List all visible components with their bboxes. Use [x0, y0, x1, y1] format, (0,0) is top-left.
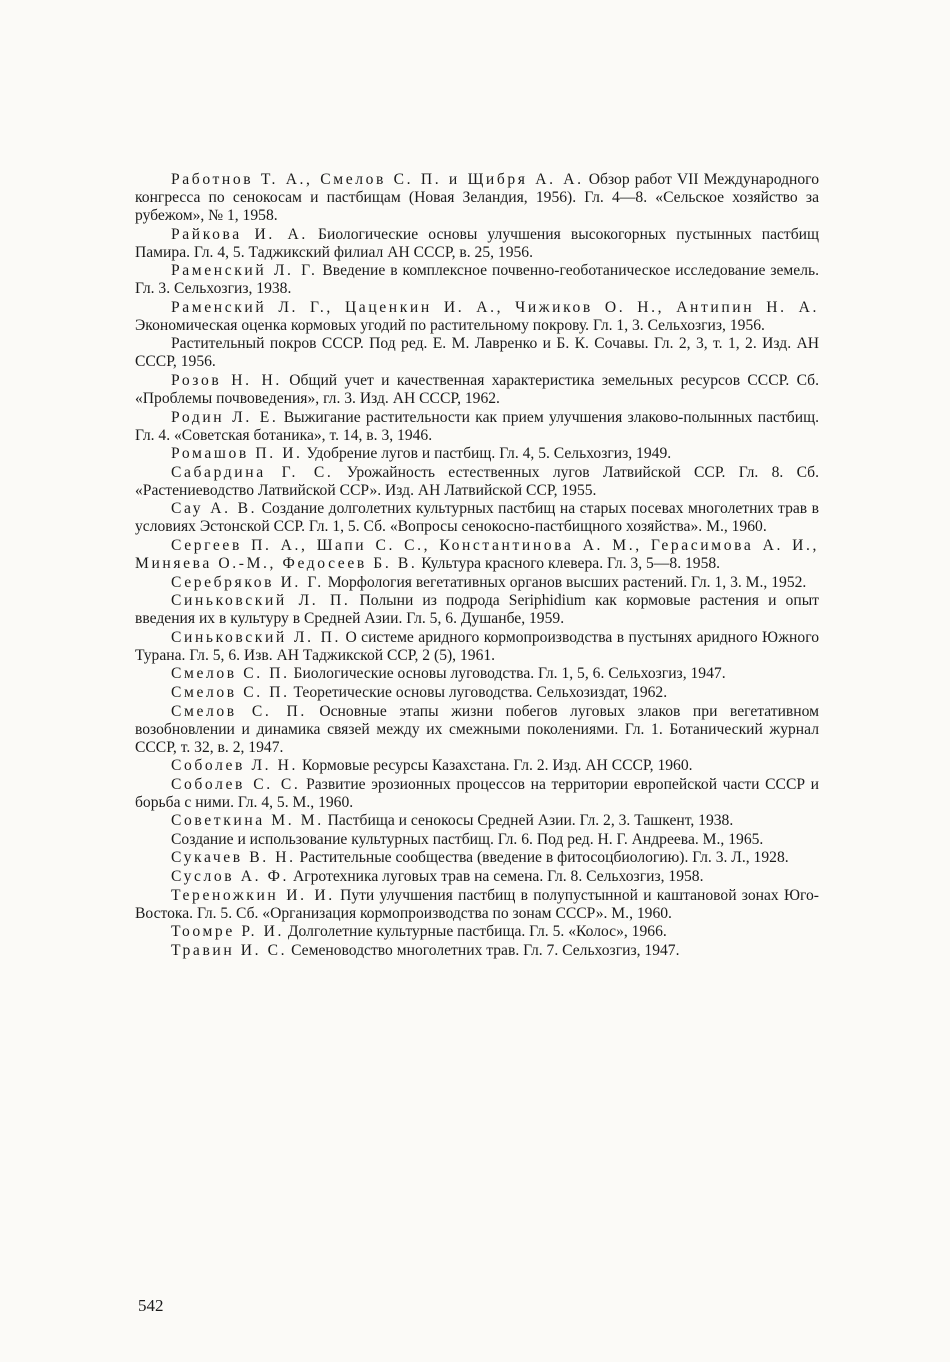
reference-author: Синьковский Л. П.: [171, 628, 341, 646]
reference-text: Создание и использование культурных пастбищ. Гл. 6. Под ред. Н. Г. Андреева. М., 1965.: [171, 830, 764, 848]
reference-text: Культура красного клевера. Гл. 3, 5—8. 1958.: [421, 554, 721, 572]
reference-entry: [135, 262, 819, 298]
reference-text: Общий учет и качественная характеристика земельных ресурсов СССР. Сб. «Проблемы почвоведения», гл. 3. Изд. АН СССР, 1962.: [135, 371, 819, 407]
reference-author: Советкина М. М.: [171, 812, 324, 830]
reference-entry: [135, 299, 819, 335]
reference-text: Долголетние культурные пастбища. Гл. 5. «Колос», 1966.: [287, 923, 667, 941]
reference-text: Агротехника луговых трав на семена. Гл. 8. Сельхозгиз, 1958.: [292, 868, 704, 886]
reference-text: Выжигание растительности как прием улучшения злаково-полынных пастбищ. Гл. 4. «Советская ботаника», т. 14, в. 3, 1946.: [135, 408, 819, 444]
reference-entry: [135, 831, 819, 849]
reference-entry: [135, 812, 819, 830]
reference-entry: [135, 445, 819, 463]
reference-entry: [135, 592, 819, 628]
reference-author: Тоомре Р. И.: [171, 923, 285, 941]
reference-entry: [135, 171, 819, 225]
reference-author: Смелов С. П.: [171, 702, 307, 720]
reference-author: Травин И. С.: [171, 941, 288, 959]
reference-entry: [135, 757, 819, 775]
reference-author: Сабардина Г. С.: [171, 463, 334, 481]
reference-text: Введение в комплексное почвенно-геоботаническое исследование земель. Гл. 3. Сельхозгиз, 1938.: [135, 262, 819, 298]
reference-author: Тереножкин И. И.: [171, 886, 335, 904]
reference-text: Морфология вегетативных органов высших растений. Гл. 1, 3. М., 1952.: [327, 573, 807, 591]
reference-author: Сергеев П. А., Шапи С. С., Константинова А. М., Герасимова А. И., Миняева О.-М., Федосеев Б. В.: [135, 536, 819, 572]
reference-text: Биологические основы луговодства. Гл. 1, 5, 6. Сельхозгиз, 1947.: [293, 665, 726, 683]
reference-entry: [135, 665, 819, 683]
reference-entry: [135, 776, 819, 812]
reference-author: Серебряков И. Г.: [171, 573, 324, 591]
reference-author: Ромашов П. И.: [171, 445, 303, 463]
reference-text: Растительный покров СССР. Под ред. Е. М. Лавренко и Б. К. Сочавы. Гл. 2, 3, т. 1, 2. Изд. АН СССР, 1956.: [135, 335, 819, 371]
reference-entry: [135, 868, 819, 886]
reference-text: Кормовые ресурсы Казахстана. Гл. 2. Изд. АН СССР, 1960.: [301, 757, 693, 775]
reference-text: Пастбища и сенокосы Средней Азии. Гл. 2, 3. Ташкент, 1938.: [327, 812, 734, 830]
reference-entry: [135, 409, 819, 445]
reference-text: Экономическая оценка кормовых угодий по растительному покрову. Гл. 1, 3. Сельхозгиз, 1956.: [135, 316, 765, 334]
reference-entry: [135, 372, 819, 408]
reference-author: Раменский Л. Г., Цаценкин И. А., Чижиков О. Н., Антипин Н. А.: [171, 298, 819, 316]
reference-entry: [135, 629, 819, 665]
reference-author: Соболев С. С.: [171, 775, 301, 793]
reference-text: Обзор работ VII Международного конгресса по сенокосам и пастбищам (Новая Зеландия, 1956). Гл. 4—8. «Сельское хозяйство за рубежом», № 1, 1958.: [135, 171, 819, 224]
reference-entry: [135, 537, 819, 573]
reference-text: Основные этапы жизни побегов луговых злаков при вегетативном возобновлении и динамика связей между их смежными поколениями. Гл. 1. Ботанический журнал СССР, т. 32, в. 2, 1947.: [135, 702, 819, 756]
reference-text: Развитие эрозионных процессов на территории европейской части СССР и борьба с ними. Гл. 4, 5. М., 1960.: [135, 775, 819, 811]
reference-entry: [135, 335, 819, 371]
reference-entry: [135, 574, 819, 592]
reference-author: Соболев Л. Н.: [171, 757, 299, 775]
page-number: 542: [138, 1296, 164, 1315]
reference-text: Урожайность естественных лугов Латвийской ССР. Гл. 8. Сб. «Растениеводство Латвийской ССР». Изд. АН Латвийской ССР, 1955.: [135, 463, 819, 499]
reference-entry: [135, 684, 819, 702]
reference-author: Сукачев В. Н.: [171, 849, 296, 867]
reference-entry: [135, 500, 819, 536]
reference-entry: [135, 226, 819, 262]
reference-author: Розов Н. Н.: [171, 371, 282, 389]
reference-entry: [135, 923, 819, 941]
reference-entry: [135, 887, 819, 923]
reference-text: Полыни из подрода Seriphidium как кормовые растения и опыт введения их в культуру в Средней Азии. Гл. 5, 6. Душанбе, 1959.: [135, 592, 819, 628]
reference-author: Смелов С. П.: [171, 683, 290, 701]
reference-author: Смелов С. П.: [171, 665, 290, 683]
reference-text: Семеноводство многолетних трав. Гл. 7. Сельхозгиз, 1947.: [291, 941, 680, 959]
reference-text: Создание долголетних культурных пастбищ на старых посевах многолетних трав в условиях Эстонской ССР. Гл. 1, 5. Сб. «Вопросы сенокосно-пастбищного хозяйства». М., 1960.: [135, 500, 819, 536]
reference-text: Удобрение лугов и пастбищ. Гл. 4, 5. Сельхозгиз, 1949.: [306, 445, 672, 463]
reference-text: Теоретические основы луговодства. Сельхозиздат, 1962.: [293, 683, 668, 701]
reference-author: Райкова И. А.: [171, 225, 308, 243]
reference-author: Работнов Т. А., Смелов С. П. и Щибря А. А.: [171, 171, 584, 188]
reference-entry: [135, 703, 819, 757]
reference-entry: [135, 464, 819, 500]
bibliography-list: [135, 171, 819, 960]
reference-text: Растительные сообщества (введение в фитосоцбиологию). Гл. 3. Л., 1928.: [299, 849, 789, 867]
reference-text: О системе аридного кормопроизводства в пустынях аридного Южного Турана. Гл. 5, 6. Изв. АН Таджикской ССР, 2 (5), 1961.: [135, 628, 819, 664]
reference-author: Суслов А. Ф.: [171, 868, 290, 886]
reference-author: Раменский Л. Г.: [171, 262, 318, 280]
reference-text: Биологические основы улучшения высокогорных пустынных пастбищ Памира. Гл. 4, 5. Таджикский филиал АН СССР, в. 25, 1956.: [135, 225, 820, 261]
reference-author: Синьковский Л. П.: [171, 592, 351, 610]
reference-author: Сау А. В.: [171, 500, 258, 518]
reference-entry: [135, 849, 819, 867]
reference-entry: [135, 942, 819, 960]
reference-author: Родин Л. Е.: [171, 408, 279, 426]
reference-text: Пути улучшения пастбищ в полупустынной и каштановой зонах Юго-Востока. Гл. 5. Сб. «Организация кормопроизводства по зонам СССР». М., 1960.: [135, 886, 819, 922]
